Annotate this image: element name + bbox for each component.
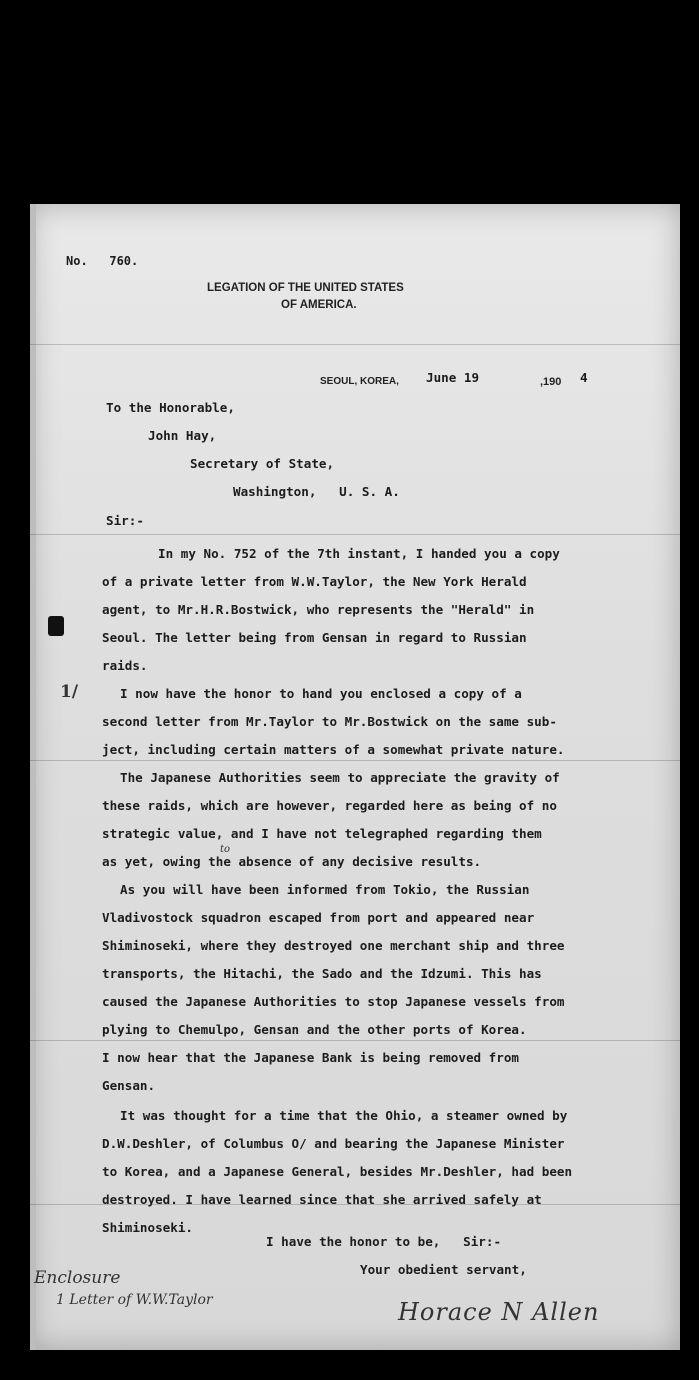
body-line: agent, to Mr.H.R.Bostwick, who represents the "Herald" in: [102, 602, 535, 617]
body-line: In my No. 752 of the 7th instant, I handed you a copy: [158, 546, 560, 561]
letter-date: June 19: [426, 370, 480, 385]
page-edge: [30, 204, 36, 1350]
place-line: SEOUL, KOREA,: [320, 376, 399, 387]
body-line: Vladivostock squadron escaped from port and appeared near: [102, 910, 535, 925]
body-line: The Japanese Authorities seem to appreciate the gravity of: [120, 770, 560, 785]
body-line: D.W.Deshler, of Columbus O/ and bearing the Japanese Minister: [102, 1136, 565, 1151]
body-line: raids.: [102, 658, 148, 673]
body-line: I now hear that the Japanese Bank is being removed from: [102, 1050, 520, 1065]
binding-mark: [48, 616, 64, 636]
body-line: second letter from Mr.Taylor to Mr.Bostwick on the same sub-: [102, 714, 557, 729]
ledger-rule: [30, 760, 680, 761]
body-line: destroyed. I have learned since that she arrived safely at: [102, 1192, 542, 1207]
body-line: plying to Chemulpo, Gensan and the other ports of Korea.: [102, 1022, 527, 1037]
ledger-rule: [30, 344, 680, 345]
year-suffix: 4: [580, 370, 588, 385]
body-line: Seoul. The letter being from Gensan in regard to Russian: [102, 630, 527, 645]
body-line: as yet, owing the absence of any decisive results.: [102, 854, 482, 869]
salutation: Sir:-: [106, 513, 144, 528]
body-line: Gensan.: [102, 1078, 156, 1093]
body-line: As you will have been informed from Tokio, the Russian: [120, 882, 530, 897]
enclosure-annotation-line1: Enclosure: [34, 1268, 121, 1288]
legation-heading-line2: OF AMERICA.: [281, 299, 357, 311]
interlinear-insertion: to: [220, 844, 231, 855]
year-prefix: ,190: [540, 376, 562, 388]
closing-line2: Your obedient servant,: [360, 1262, 527, 1277]
legation-heading-line1: LEGATION OF THE UNITED STATES: [207, 282, 404, 294]
closing-line1: I have the honor to be, Sir:-: [266, 1234, 502, 1249]
body-line: of a private letter from W.W.Taylor, the New York Herald: [102, 574, 527, 589]
body-line: transports, the Hitachi, the Sado and the Idzumi. This has: [102, 966, 542, 981]
body-line: Shiminoseki.: [102, 1220, 193, 1235]
body-line: strategic value, and I have not telegraphed regarding them: [102, 826, 542, 841]
address-line2: John Hay,: [148, 428, 217, 443]
address-line3: Secretary of State,: [190, 456, 335, 471]
ledger-rule: [30, 1040, 680, 1041]
ledger-rule: [30, 534, 680, 535]
address-line1: To the Honorable,: [106, 400, 235, 415]
enclosure-annotation-line2: 1 Letter of W.W.Taylor: [56, 1292, 213, 1308]
body-line: to Korea, and a Japanese General, besides Mr.Deshler, had been: [102, 1164, 573, 1179]
letter-page: [30, 204, 680, 1350]
body-line: caused the Japanese Authorities to stop Japanese vessels from: [102, 994, 565, 1009]
signature: Horace N Allen: [398, 1298, 600, 1326]
body-line: ject, including certain matters of a somewhat private nature.: [102, 742, 565, 757]
body-line: these raids, which are however, regarded here as being of no: [102, 798, 557, 813]
body-line: It was thought for a time that the Ohio, a steamer owned by: [120, 1108, 568, 1123]
body-line: I now have the honor to hand you enclosed a copy of a: [120, 686, 522, 701]
despatch-number: No. 760.: [66, 254, 139, 268]
address-line4: Washington, U. S. A.: [233, 484, 400, 499]
enclosure-margin-mark: 1/: [60, 682, 79, 702]
body-line: Shiminoseki, where they destroyed one merchant ship and three: [102, 938, 565, 953]
